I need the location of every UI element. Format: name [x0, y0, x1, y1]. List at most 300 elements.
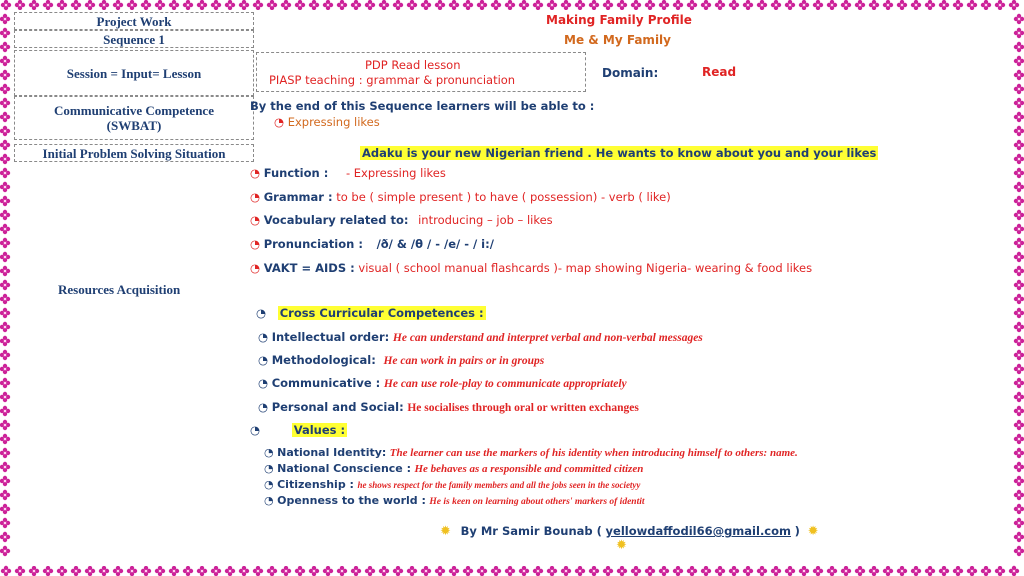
- openness-label: Openness to the world :: [277, 494, 426, 507]
- flower-icon: [505, 566, 515, 576]
- flower-icon: [379, 566, 389, 576]
- flower-icon: [561, 566, 571, 576]
- flower-icon: [813, 566, 823, 576]
- flower-icon: [715, 0, 725, 10]
- flower-icon: [645, 0, 655, 10]
- flower-icon: [43, 566, 53, 576]
- bullet-icon: ◔: [264, 462, 274, 475]
- flower-icon: [337, 0, 347, 10]
- flower-icon: [785, 566, 795, 576]
- flower-icon: [673, 0, 683, 10]
- flower-icon: [141, 566, 151, 576]
- flower-icon: [225, 0, 235, 10]
- flower-icon: [141, 0, 151, 10]
- flower-icon: [99, 0, 109, 10]
- flower-icon: [0, 42, 10, 52]
- flower-icon: [883, 0, 893, 10]
- flower-icon: [771, 566, 781, 576]
- flower-icon: [309, 566, 319, 576]
- flower-icon: [995, 0, 1005, 10]
- flower-icon: [1014, 532, 1024, 542]
- flower-icon: [0, 196, 10, 206]
- flower-icon: [253, 566, 263, 576]
- communicative-label: Communicative :: [271, 376, 381, 390]
- flower-icon: [183, 566, 193, 576]
- flower-icon: [1, 0, 11, 10]
- flower-icon: [295, 0, 305, 10]
- pronunciation-row: [250, 237, 494, 251]
- flower-icon: [169, 0, 179, 10]
- objectives-intro: By the end of this Sequence learners will be able to :: [250, 99, 595, 113]
- flower-icon: [435, 566, 445, 576]
- bullet-icon: ◔: [250, 213, 261, 227]
- function-row: [250, 166, 446, 180]
- flower-icon: [1014, 406, 1024, 416]
- bullet-icon: ◔: [250, 261, 261, 275]
- flower-icon: [883, 566, 893, 576]
- flower-icon: [155, 566, 165, 576]
- methodological-label: Methodological:: [271, 353, 376, 367]
- flower-icon: [561, 0, 571, 10]
- flower-icon: [617, 0, 627, 10]
- situation-text: Adaku is your new Nigerian friend . He wants to know about you and your likes: [362, 146, 877, 160]
- flower-icon: [701, 0, 711, 10]
- flower-icon: [673, 566, 683, 576]
- flower-icon: [911, 0, 921, 10]
- flower-icon: [57, 0, 67, 10]
- flower-icon: [603, 0, 613, 10]
- flower-icon: [0, 126, 10, 136]
- citizenship-row: [264, 478, 640, 491]
- flower-icon: [15, 566, 25, 576]
- flower-icon: [575, 0, 585, 10]
- flower-icon: [0, 28, 10, 38]
- vakt-label: VAKT = AIDS :: [263, 261, 355, 275]
- flower-icon: [841, 566, 851, 576]
- flower-icon: [113, 0, 123, 10]
- ipss-cell: Initial Problem Solving Situation: [14, 144, 254, 162]
- flower-icon: [393, 0, 403, 10]
- flower-icon: [1014, 294, 1024, 304]
- flower-icon: [379, 0, 389, 10]
- flower-icon: [799, 0, 809, 10]
- flower-icon: [1014, 504, 1024, 514]
- competence-label: Communicative Competence: [54, 103, 214, 118]
- flower-icon: [85, 566, 95, 576]
- flower-icon: [0, 406, 10, 416]
- flower-icon: [1014, 434, 1024, 444]
- flower-icon: [533, 566, 543, 576]
- flower-icon: [603, 566, 613, 576]
- flower-icon: [267, 566, 277, 576]
- flower-icon: [589, 566, 599, 576]
- communicative-value: He can use role-play to communicate appropriately: [383, 378, 627, 390]
- flower-icon: [267, 0, 277, 10]
- identity-row: [264, 446, 798, 459]
- flower-icon: [323, 0, 333, 10]
- flower-icon: [729, 566, 739, 576]
- flower-icon: [631, 566, 641, 576]
- domain-label: Domain:: [602, 66, 659, 80]
- flower-icon: [575, 566, 585, 576]
- flower-icon: [589, 0, 599, 10]
- flower-icon: [827, 566, 837, 576]
- flower-icon: [85, 0, 95, 10]
- flower-icon: [813, 0, 823, 10]
- intellectual-value: He can understand and interpret verbal and non-verbal messages: [392, 332, 703, 344]
- flower-icon: [1014, 28, 1024, 38]
- citizenship-value: he shows respect for the family members and all the jobs seen in the societyy: [357, 480, 641, 490]
- conscience-row: [264, 462, 643, 475]
- flower-icon: [1014, 448, 1024, 458]
- flower-icon: [491, 566, 501, 576]
- flower-icon: [0, 378, 10, 388]
- bullet-icon: ◔: [250, 166, 261, 180]
- flower-icon: [421, 566, 431, 576]
- flower-icon: [295, 566, 305, 576]
- flower-icon: [0, 238, 10, 248]
- citizenship-label: Citizenship :: [277, 478, 354, 491]
- flower-icon: [0, 56, 10, 66]
- function-label: Function :: [263, 166, 329, 180]
- flower-icon: [393, 566, 403, 576]
- flower-icon: [183, 0, 193, 10]
- flower-icon: [617, 566, 627, 576]
- flower-icon: [351, 0, 361, 10]
- openness-value: He is keen on learning about others' markers of identit: [429, 497, 645, 507]
- page-title: Making Family Profile: [546, 13, 692, 27]
- flower-icon: [1014, 378, 1024, 388]
- resources-acquisition-label: Resources Acquisition: [58, 282, 181, 297]
- flower-icon: [1014, 196, 1024, 206]
- flower-icon: [729, 0, 739, 10]
- flower-icon: [547, 566, 557, 576]
- methodological-value: He can work in pairs or in groups: [383, 355, 545, 367]
- flower-icon: [463, 0, 473, 10]
- flower-icon: [1014, 154, 1024, 164]
- flower-icon: [197, 566, 207, 576]
- flower-icon: [0, 112, 10, 122]
- flower-icon: [435, 0, 445, 10]
- flower-icon: [239, 566, 249, 576]
- flower-icon: [687, 0, 697, 10]
- flower-icon: [953, 0, 963, 10]
- flower-icon: [99, 566, 109, 576]
- flower-icon: [0, 462, 10, 472]
- flower-icon: [925, 566, 935, 576]
- bullet-icon: ◔: [264, 446, 274, 459]
- flower-icon: [1014, 546, 1024, 556]
- flower-icon: [0, 98, 10, 108]
- flower-icon: [771, 0, 781, 10]
- intellectual-row: [258, 330, 703, 344]
- author-by: By Mr Samir Bounab (: [460, 524, 602, 538]
- bullet-icon: ◔: [258, 400, 269, 414]
- flower-icon: [1014, 336, 1024, 346]
- identity-label: National Identity:: [277, 446, 387, 459]
- social-row: [258, 400, 639, 414]
- flower-icon: [1014, 112, 1024, 122]
- flower-icon: [1009, 566, 1019, 576]
- vocabulary-label: Vocabulary related to:: [263, 213, 409, 227]
- flower-icon: [0, 308, 10, 318]
- flower-icon: [15, 0, 25, 10]
- flower-icon: [925, 0, 935, 10]
- social-value: He socialises through oral or written exchanges: [407, 402, 639, 414]
- objective-item: [274, 115, 380, 129]
- grammar-label: Grammar :: [263, 190, 333, 204]
- flower-icon: [1014, 210, 1024, 220]
- flower-icon: [449, 566, 459, 576]
- flower-icon: [1014, 308, 1024, 318]
- flower-icon: [0, 420, 10, 430]
- sun-icon: ✹: [440, 524, 451, 539]
- flower-icon: [799, 566, 809, 576]
- flower-icon: [281, 566, 291, 576]
- flower-icon: [1014, 14, 1024, 24]
- flower-icon: [477, 0, 487, 10]
- social-label: Personal and Social:: [271, 400, 404, 414]
- flower-icon: [57, 566, 67, 576]
- flower-icon: [1014, 280, 1024, 290]
- ccc-heading-row: [256, 306, 486, 320]
- intellectual-label: Intellectual order:: [271, 330, 390, 344]
- flower-icon: [253, 0, 263, 10]
- flower-icon: [43, 0, 53, 10]
- flower-icon: [1014, 140, 1024, 150]
- flower-icon: [0, 322, 10, 332]
- flower-icon: [743, 566, 753, 576]
- sequence-cell: Sequence 1: [14, 30, 254, 48]
- flower-icon: [365, 0, 375, 10]
- pronunciation-label: Pronunciation :: [263, 237, 363, 251]
- flower-icon: [169, 566, 179, 576]
- flower-icon: [0, 490, 10, 500]
- flower-icon: [491, 0, 501, 10]
- competence-cell: [14, 96, 254, 140]
- flower-icon: [211, 566, 221, 576]
- flower-icon: [981, 0, 991, 10]
- flower-icon: [0, 182, 10, 192]
- flower-icon: [1014, 168, 1024, 178]
- piasp-label: PIASP teaching : grammar & pronunciation: [269, 73, 516, 87]
- flower-icon: [0, 532, 10, 542]
- flower-icon: [533, 0, 543, 10]
- flower-icon: [841, 0, 851, 10]
- flower-icon: [869, 566, 879, 576]
- flower-icon: [1014, 42, 1024, 52]
- flower-icon: [0, 224, 10, 234]
- flower-icon: [407, 566, 417, 576]
- flower-icon: [0, 14, 10, 24]
- flower-icon: [463, 566, 473, 576]
- bullet-icon: ◔: [258, 376, 269, 390]
- flower-icon: [869, 0, 879, 10]
- flower-icon: [1014, 392, 1024, 402]
- values-heading: Values :: [293, 423, 346, 437]
- flower-icon: [1014, 252, 1024, 262]
- flower-icon: [1014, 70, 1024, 80]
- flower-icon: [645, 566, 655, 576]
- flower-icon: [155, 0, 165, 10]
- flower-icon: [1014, 84, 1024, 94]
- flower-icon: [911, 566, 921, 576]
- flower-icon: [519, 566, 529, 576]
- flower-icon: [0, 154, 10, 164]
- flower-icon: [0, 84, 10, 94]
- bullet-icon: ◔: [264, 494, 274, 507]
- flower-icon: [29, 0, 39, 10]
- flower-icon: [827, 0, 837, 10]
- flower-icon: [757, 566, 767, 576]
- sun-icon: ✹: [616, 538, 627, 553]
- vakt-row: [250, 261, 812, 275]
- project-work-cell: Project Work: [14, 12, 254, 30]
- communicative-row: [258, 376, 627, 390]
- flower-icon: [0, 504, 10, 514]
- flower-icon: [631, 0, 641, 10]
- flower-icon: [0, 518, 10, 528]
- vocabulary-row: [250, 213, 553, 227]
- flower-icon: [1014, 462, 1024, 472]
- flower-icon: [1014, 224, 1024, 234]
- openness-row: [264, 494, 644, 507]
- flower-icon: [309, 0, 319, 10]
- page-subtitle: Me & My Family: [564, 33, 671, 47]
- conscience-label: National Conscience :: [277, 462, 411, 475]
- flower-icon: [1014, 322, 1024, 332]
- flower-icon: [743, 0, 753, 10]
- flower-icon: [477, 566, 487, 576]
- flower-icon: [337, 566, 347, 576]
- flower-icon: [127, 0, 137, 10]
- vocabulary-value: introducing – job – likes: [418, 213, 553, 227]
- flower-icon: [519, 0, 529, 10]
- flower-icon: [897, 566, 907, 576]
- vakt-value: visual ( school manual flashcards )- map showing Nigeria- wearing & food likes: [358, 261, 813, 275]
- flower-icon: [701, 566, 711, 576]
- flower-icon: [0, 392, 10, 402]
- flower-icon: [421, 0, 431, 10]
- pdp-box: [256, 52, 586, 92]
- swbat-label: (SWBAT): [106, 118, 162, 133]
- flower-icon: [1014, 490, 1024, 500]
- flower-icon: [981, 566, 991, 576]
- flower-icon: [1014, 476, 1024, 486]
- flower-icon: [0, 280, 10, 290]
- flower-icon: [0, 140, 10, 150]
- flower-icon: [0, 546, 10, 556]
- grammar-value: to be ( simple present ) to have ( possession) - verb ( like): [336, 190, 671, 204]
- flower-icon: [1014, 182, 1024, 192]
- flower-icon: [1014, 126, 1024, 136]
- pronunciation-value: /ð/ & /θ / - /e/ - / i:/: [376, 237, 494, 251]
- flower-icon: [0, 210, 10, 220]
- flower-icon: [1, 566, 11, 576]
- flower-icon: [0, 294, 10, 304]
- flower-icon: [0, 168, 10, 178]
- flower-icon: [0, 448, 10, 458]
- flower-icon: [1014, 364, 1024, 374]
- flower-icon: [505, 0, 515, 10]
- flower-icon: [71, 566, 81, 576]
- flower-icon: [1014, 98, 1024, 108]
- flower-icon: [281, 0, 291, 10]
- flower-icon: [449, 0, 459, 10]
- flower-icon: [71, 0, 81, 10]
- flower-icon: [939, 0, 949, 10]
- flower-icon: [239, 0, 249, 10]
- flower-icon: [0, 252, 10, 262]
- flower-icon: [855, 566, 865, 576]
- function-value: - Expressing likes: [345, 166, 446, 180]
- author-line: [440, 524, 819, 539]
- grammar-row: [250, 190, 671, 204]
- flower-icon: [113, 566, 123, 576]
- bullet-icon: ◔: [256, 306, 267, 320]
- pdp-label: PDP Read lesson: [365, 58, 461, 72]
- flower-icon: [127, 566, 137, 576]
- flower-icon: [687, 566, 697, 576]
- identity-value: The learner can use the markers of his identity when introducing himself to others: name.: [389, 447, 798, 459]
- methodological-row: [258, 353, 544, 367]
- session-cell: Session = Input= Lesson: [14, 50, 254, 96]
- flower-icon: [1014, 238, 1024, 248]
- bullet-icon: ◔: [250, 237, 261, 251]
- flower-icon: [1014, 420, 1024, 430]
- flower-icon: [407, 0, 417, 10]
- flower-icon: [939, 566, 949, 576]
- flower-icon: [1014, 266, 1024, 276]
- author-email-link[interactable]: yellowdaffodil66@gmail.com: [605, 524, 792, 538]
- bullet-icon: ◔: [274, 115, 285, 129]
- flower-icon: [1014, 350, 1024, 360]
- flower-icon: [0, 350, 10, 360]
- flower-icon: [855, 0, 865, 10]
- flower-icon: [715, 566, 725, 576]
- flower-icon: [757, 0, 767, 10]
- flower-icon: [0, 266, 10, 276]
- objective-text: Expressing likes: [287, 115, 380, 129]
- bullet-icon: ◔: [250, 190, 261, 204]
- flower-icon: [897, 0, 907, 10]
- flower-icon: [1009, 0, 1019, 10]
- flower-icon: [547, 0, 557, 10]
- flower-icon: [659, 0, 669, 10]
- flower-icon: [29, 566, 39, 576]
- flower-icon: [659, 566, 669, 576]
- bullet-icon: ◔: [250, 423, 261, 437]
- flower-icon: [785, 0, 795, 10]
- conscience-value: He behaves as a responsible and committed citizen: [414, 463, 644, 475]
- flower-icon: [995, 566, 1005, 576]
- flower-icon: [0, 70, 10, 80]
- bullet-icon: ◔: [258, 353, 269, 367]
- flower-icon: [365, 566, 375, 576]
- ccc-heading: Cross Curricular Competences :: [279, 306, 484, 320]
- flower-icon: [953, 566, 963, 576]
- flower-icon: [0, 364, 10, 374]
- flower-icon: [351, 566, 361, 576]
- flower-icon: [225, 566, 235, 576]
- flower-icon: [1014, 56, 1024, 66]
- author-close: ): [794, 524, 800, 538]
- flower-icon: [1014, 518, 1024, 528]
- values-heading-row: [250, 423, 347, 437]
- flower-icon: [0, 434, 10, 444]
- lesson-sheet: [12, 10, 1012, 566]
- flower-icon: [0, 336, 10, 346]
